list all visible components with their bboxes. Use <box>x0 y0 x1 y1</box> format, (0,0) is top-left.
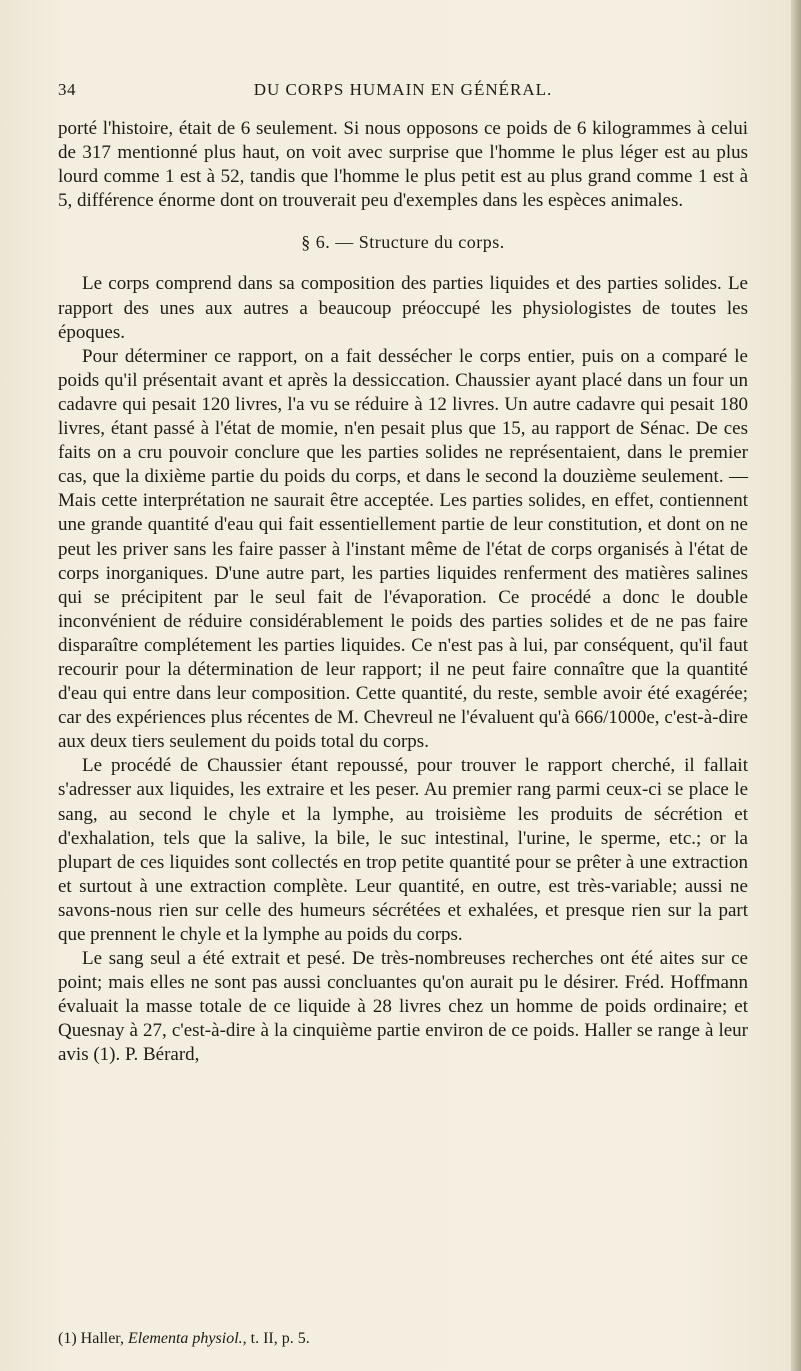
running-head: DU CORPS HUMAIN EN GÉNÉRAL. <box>253 80 553 99</box>
paragraph: Le corps comprend dans sa composition des parties liquides et des parties solides. Le rapport des unes aux autres a beaucoup préoccupé les physiologistes de toutes les époques. <box>58 273 748 343</box>
footnote-title: Elementa physiol. <box>128 1330 243 1347</box>
footnote-marker: (1) Haller, <box>58 1330 124 1347</box>
page-body <box>58 117 748 1068</box>
page-edge <box>791 0 801 1371</box>
page-header <box>58 80 748 106</box>
paragraph-continued: porté l'histoire, était de 6 seulement. Si nous opposons ce poids de 6 kilogrammes à celui de 317 mentionné plus haut, on voit avec surprise que l'homme le plus léger est au plus lourd comme 1 est à 52, tandis que l'homme le plus petit est au plus grand comme 1 est à 5, différence énorme dont on trouverait peu d'exemples dans les espèces animales. <box>58 118 748 212</box>
page-number: 34 <box>58 80 76 99</box>
paragraph: Le procédé de Chaussier étant repoussé, pour trouver le rapport cherché, il fallait s'adresser aux liquides, les extraire et les peser. Au premier rang parmi ceux-ci se place le sang, au second le chyle et la lymphe, au troisième les produits de sécrétion et d'exhalation, tels que la salive, la bile, le suc intestinal, l'urine, le sperme, etc.; or la plupart de ces liquides sont collectés en trop petite quantité pour se prêter à une extraction et surtout à une extraction complète. Leur quantité, en outre, est très-variable; aussi ne savons-nous rien sur celle des humeurs sécrétées et exhalées, et presque rien sur la part que prennent le chyle et la lymphe au poids du corps. <box>58 755 748 945</box>
paragraph: Pour déterminer ce rapport, on a fait dessécher le corps entier, puis on a comparé le poids qu'il présentait avant et après la dessiccation. Chaussier ayant placé dans un four un cadavre qui pesait 120 livres, l'a vu se réduire à 12 livres. Un autre cadavre qui pesait 180 livres, étant passé à l'état de momie, n'en pesait plus que 15, au rapport de Sénac. De ces faits on a cru pouvoir conclure que les parties solides ne représentaient, dans le premier cas, que la dixième partie du poids du corps, et dans le second la douzième seulement. — Mais cette interprétation ne saurait être acceptée. Les parties solides, en effet, contiennent une grande quantité d'eau qui fait essentiellement partie de leur constitution, et dont on ne peut les priver sans les faire passer à l'instant même de l'état de corps organisés à l'état de corps inorganiques. D'une autre part, les parties liquides renferment des matières salines qui se précipitent par le seul fait de l'évaporation. Ce procédé a donc le double inconvénient de réduire considérablement le poids des parties solides et de ne pas faire disparaître complétement les parties liquides. Ce n'est pas à lui, par conséquent, qu'il faut recourir pour la détermination de leur rapport; il ne peut faire connaître que la quantité d'eau qui entre dans leur composition. Cette quantité, du reste, semble avoir été exagérée; car des expériences plus récentes de M. Chevreul ne l'évaluent qu'à 666/1000e, c'est-à-dire aux deux tiers seulement du poids total du corps. <box>58 345 748 753</box>
footnote-ref: , t. II, p. 5. <box>242 1330 310 1347</box>
paragraph: Le sang seul a été extrait et pesé. De très-nombreuses recherches ont été aites sur ce point; mais elles ne sont pas aussi concluantes qu'on aurait pu le désirer. Fréd. Hoffmann évaluait la masse totale de ce liquide à 28 livres chez un homme de poids ordinaire; et Quesnay à 27, c'est-à-dire à la cinquième partie environ de ce poids. Haller se range à leur avis (1). P. Bérard, <box>58 948 748 1066</box>
footnote <box>58 1328 748 1350</box>
section-heading: § 6. — Structure du corps. <box>301 232 505 253</box>
